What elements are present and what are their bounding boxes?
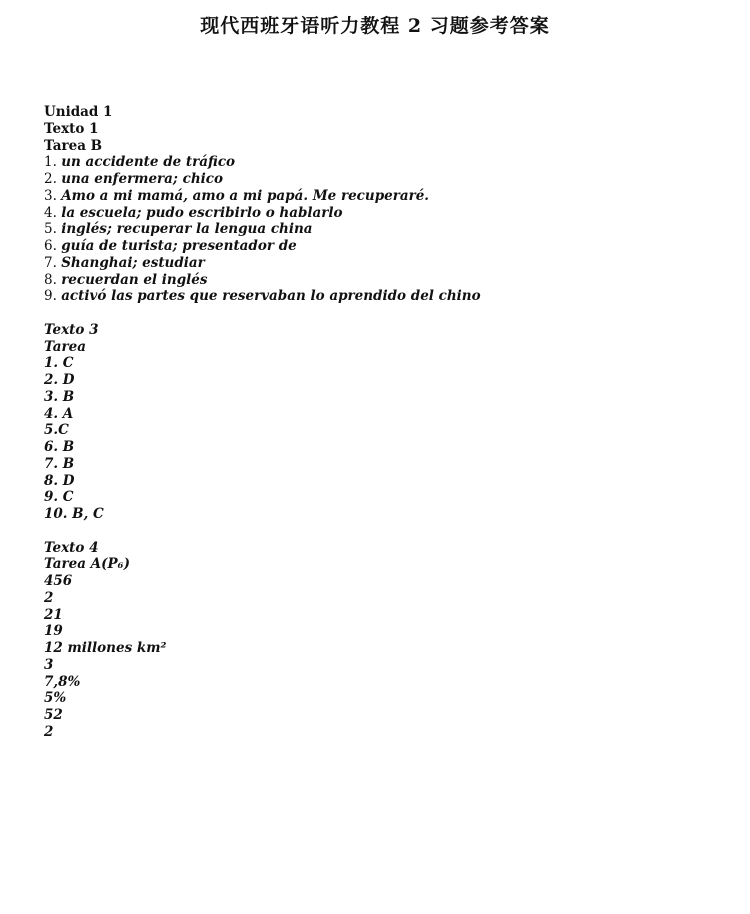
answer-text: guía de turista; presentador de: [61, 238, 297, 254]
answer-item: 4. A: [44, 405, 74, 422]
texto-3-section: [44, 322, 724, 523]
answer-item: 5.C: [44, 422, 69, 439]
answer-item: [44, 154, 724, 171]
answer-item: 3. B: [44, 388, 75, 405]
answer-key-content: [44, 104, 724, 741]
answer-item: 5%: [44, 690, 67, 707]
answer-number: 9.: [44, 288, 57, 305]
answer-number: 3.: [44, 187, 57, 204]
answer-item: 2. D: [44, 372, 75, 388]
texto-1-tarea: Tarea B: [44, 137, 103, 154]
answer-item: 456: [44, 573, 73, 589]
answer-text: recuerdan el inglés: [61, 271, 208, 288]
answer-item: 1. C: [44, 355, 74, 372]
answer-item: 2: [44, 589, 54, 606]
answer-number: 7.: [44, 254, 57, 271]
answer-item: 3: [44, 656, 54, 673]
section-spacer: [44, 523, 724, 540]
answer-item: [44, 288, 724, 305]
texto-3-tarea: Tarea: [44, 338, 86, 355]
answer-text: Amo a mi mamá, amo a mi papá. Me recuperaré.: [61, 187, 430, 204]
answer-item: [44, 205, 724, 222]
answer-item: [44, 221, 724, 238]
answer-number: 2.: [44, 171, 57, 187]
answer-text: Shanghai; estudiar: [61, 254, 205, 271]
answer-item: 7. B: [44, 455, 75, 472]
texto-1-section: [44, 121, 724, 305]
answer-text: un accidente de tráfico: [61, 154, 236, 171]
answer-item: 19: [44, 623, 63, 640]
texto-4-heading: Texto 4: [44, 539, 99, 556]
answer-number: 1.: [44, 154, 57, 171]
answer-item: 2: [44, 723, 54, 740]
page-title: 现代西班牙语听力教程 2 习题参考答案: [200, 15, 550, 37]
texto-4-section: [44, 540, 724, 741]
answer-item: [44, 188, 724, 205]
answer-text: una enfermera; chico: [61, 171, 223, 187]
answer-item: 21: [44, 606, 63, 623]
answer-item: 6. B: [44, 439, 75, 455]
answer-number: 8.: [44, 271, 57, 288]
answer-number: 4.: [44, 204, 57, 221]
answer-item: 7,8%: [44, 673, 81, 690]
texto-1-heading: Texto 1: [44, 120, 99, 137]
answer-item: [44, 171, 724, 188]
answer-text: inglés; recuperar la lengua china: [61, 221, 313, 238]
answer-item: 12 millones km²: [44, 640, 167, 656]
answer-item: [44, 272, 724, 289]
answer-text: activó las partes que reservaban lo aprendido del chino: [61, 288, 481, 305]
unit-heading: Unidad 1: [44, 104, 113, 120]
answer-item: 10. B, C: [44, 506, 104, 522]
section-spacer: [44, 305, 724, 322]
answer-number: 6.: [44, 238, 57, 254]
answer-item: [44, 238, 724, 255]
answer-item: 9. C: [44, 489, 74, 506]
answer-item: 52: [44, 707, 63, 723]
texto-3-heading: Texto 3: [44, 321, 99, 338]
answer-number: 5.: [44, 221, 57, 238]
texto-4-tarea: Tarea A(P₆): [44, 556, 130, 573]
answer-text: la escuela; pudo escribirlo o hablarlo: [61, 204, 343, 221]
answer-item: [44, 255, 724, 272]
answer-item: 8. D: [44, 472, 75, 489]
